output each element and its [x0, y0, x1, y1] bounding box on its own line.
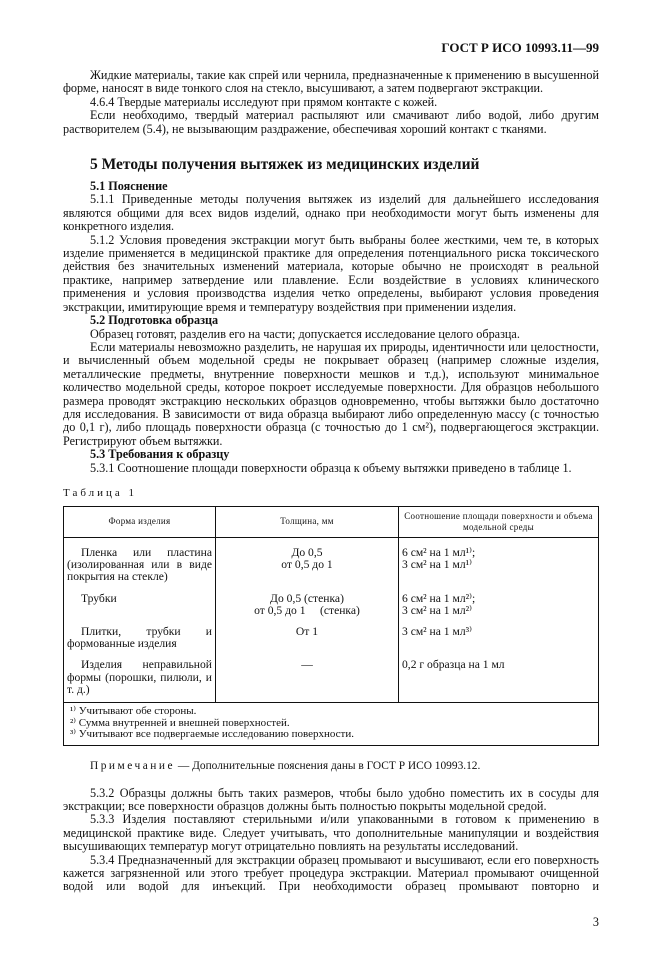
footnote: ¹⁾ Учитывают обе стороны. — [70, 705, 197, 717]
cell-ratio: 3 см² на 1 мл¹⁾ — [402, 558, 472, 572]
table-caption: Таблица 1 — [63, 486, 138, 499]
cell-form: Трубки — [81, 591, 117, 605]
footnote: ²⁾ Сумма внутренней и внешней поверхностей. — [70, 716, 290, 729]
cell-ratio: 6 см² на 1 мл¹⁾; — [402, 545, 476, 559]
paragraph: 4.6.4 Твердые материалы исследуют при прямом контакте с кожей. — [90, 94, 438, 109]
column-header: Соотношение площади поверхности и объема модельной среды — [399, 506, 599, 537]
cell-ratio: 6 см² на 1 мл²⁾; — [402, 591, 476, 605]
cell-thickness: До 0,5 — [291, 545, 323, 559]
paragraph: 5.3.2 Образцы должны быть таких размеров, чтобы было удобно поместить их в сосуды для экстракции; все поверхности образцов должны быть полностью покрыты модельной средой. — [63, 785, 599, 813]
column-header: Толщина, мм — [216, 506, 399, 537]
table-row — [64, 537, 599, 583]
cell-ratio: 3 см² на 1 мл³⁾ — [402, 624, 472, 638]
cell-thickness: от 0,5 до 1 — [281, 558, 333, 572]
section-5-3-continued — [63, 787, 599, 894]
cell-form: Пленка или пластина (изолированная или в виде покрытия на стекле) — [67, 545, 212, 584]
paragraph: 5.1.1 Приведенные методы получения вытяжек из изделий для дальнейшего исследования являются общими для всех видов изделий, однако при необходимости могут быть изменены для конкретного изделия. — [63, 192, 599, 234]
table-footnotes-row — [64, 703, 599, 746]
subsection-heading: 5.1 Пояснение — [90, 179, 168, 194]
note-text: — Дополнительные пояснения даны в ГОСТ Р ИСО 10993.12. — [175, 759, 481, 772]
cell-form: Изделия неправильной формы (порошки, пилюли, и т. д.) — [67, 658, 212, 696]
note — [90, 760, 599, 773]
cell-thickness: от 0,5 до 1 (стенка) — [254, 603, 360, 617]
subsection-heading: 5.2 Подготовка образца — [90, 313, 219, 328]
cell-thickness: До 0,5 (стенка) — [270, 591, 344, 605]
paragraph: Если материалы невозможно разделить, не нарушая их природы, идентичности или целостности, и вычисленный объем модельной среды не покрывает образец (например сложные изделия, металлические предметы, внутренние поверхности мешков и т.д.), используют минимальное количество модельной среды, которое покроет исследуемые поверхности. Для образцов небольшого размера проводят экстракцию нескольких образцов одновременно, чтобы вытяжки было достаточно для исследования. В зависимости от вида образца выбирают либо определенную массу (с точностью до 0,1 г), либо площадь поверхности образца (с точностью до 1 см²), подвергающегося экстракции. Регистрируют объем вытяжки. — [63, 339, 599, 448]
cell-thickness: От 1 — [295, 624, 319, 638]
paragraph: Если необходимо, твердый материал распыляют или смачивают либо водой, либо другим растворителем (5.4), не вызывающим раздражение, обеспечивая хороший контакт с тканями. — [63, 108, 599, 136]
document-header: ГОСТ Р ИСО 10993.11—99 — [441, 40, 599, 55]
note-label: Примечание — [90, 759, 176, 772]
table-header-row — [64, 506, 599, 537]
table-row — [64, 617, 599, 650]
footnote: ³⁾ Учитывают все подвергаемые исследованию поверхности. — [70, 728, 354, 740]
table-row — [64, 650, 599, 702]
ratio-table — [63, 506, 599, 746]
paragraph: 5.1.2 Условия проведения экстракции могут быть выбраны более жесткими, чем те, в которых изделие применяется в медицинской практике для определения потенциального риска токсического действия без значительных изменений материала, которые обычно не происходят в реальной практике, например затвердение или плавление. Если воздействие в условиях клинического применения и условия производства изделия четко определены, выбирают условия проведения экстракции, имитирующие время и температуру воздействия при применении изделия. — [63, 232, 599, 314]
cell-ratio: 3 см² на 1 мл²⁾ — [402, 603, 472, 617]
paragraph: 5.3.1 Соотношение площади поверхности образца к объему вытяжки приведено в таблице 1. — [90, 460, 572, 475]
cell-thickness: — — [301, 658, 313, 672]
section-heading: 5 Методы получения вытяжек из медицинских изделий — [90, 156, 480, 174]
section-5-body — [63, 180, 599, 475]
subsection-heading: 5.3 Требования к образцу — [90, 447, 230, 462]
cell-form: Плитки, трубки и формованные изделия — [67, 624, 212, 651]
cell-ratio: 0,2 г образца на 1 мл — [402, 658, 505, 672]
paragraph: Жидкие материалы, такие как спрей или чернила, предназначенные к применению в высушенной форме, наносят в виде тонкого слоя на стекло, высушивают, а затем подвергают экстракции. — [63, 68, 599, 96]
table-row — [64, 584, 599, 617]
paragraph: 5.3.4 Предназначенный для экстракции образец промывают и высушивают, если его поверхность кажется загрязненной или этого требует процедура экстракции. Материал промывают очищенной водой или водой для инъекций. При необходимости образец промывают повторно и — [63, 852, 599, 894]
page-number: 3 — [592, 914, 599, 929]
intro-section — [63, 69, 599, 136]
column-header: Форма изделия — [64, 506, 216, 537]
paragraph: 5.3.3 Изделия поставляют стерильными и/или упакованными в готовом к применению в медицинской практике виде. Следует учитывать, что дополнительные манипуляции и воздействия высушивающих температур могут отрицательно повлиять на результаты исследований. — [63, 812, 599, 854]
paragraph: Образец готовят, разделив его на части; допускается исследование целого образца. — [90, 326, 520, 341]
